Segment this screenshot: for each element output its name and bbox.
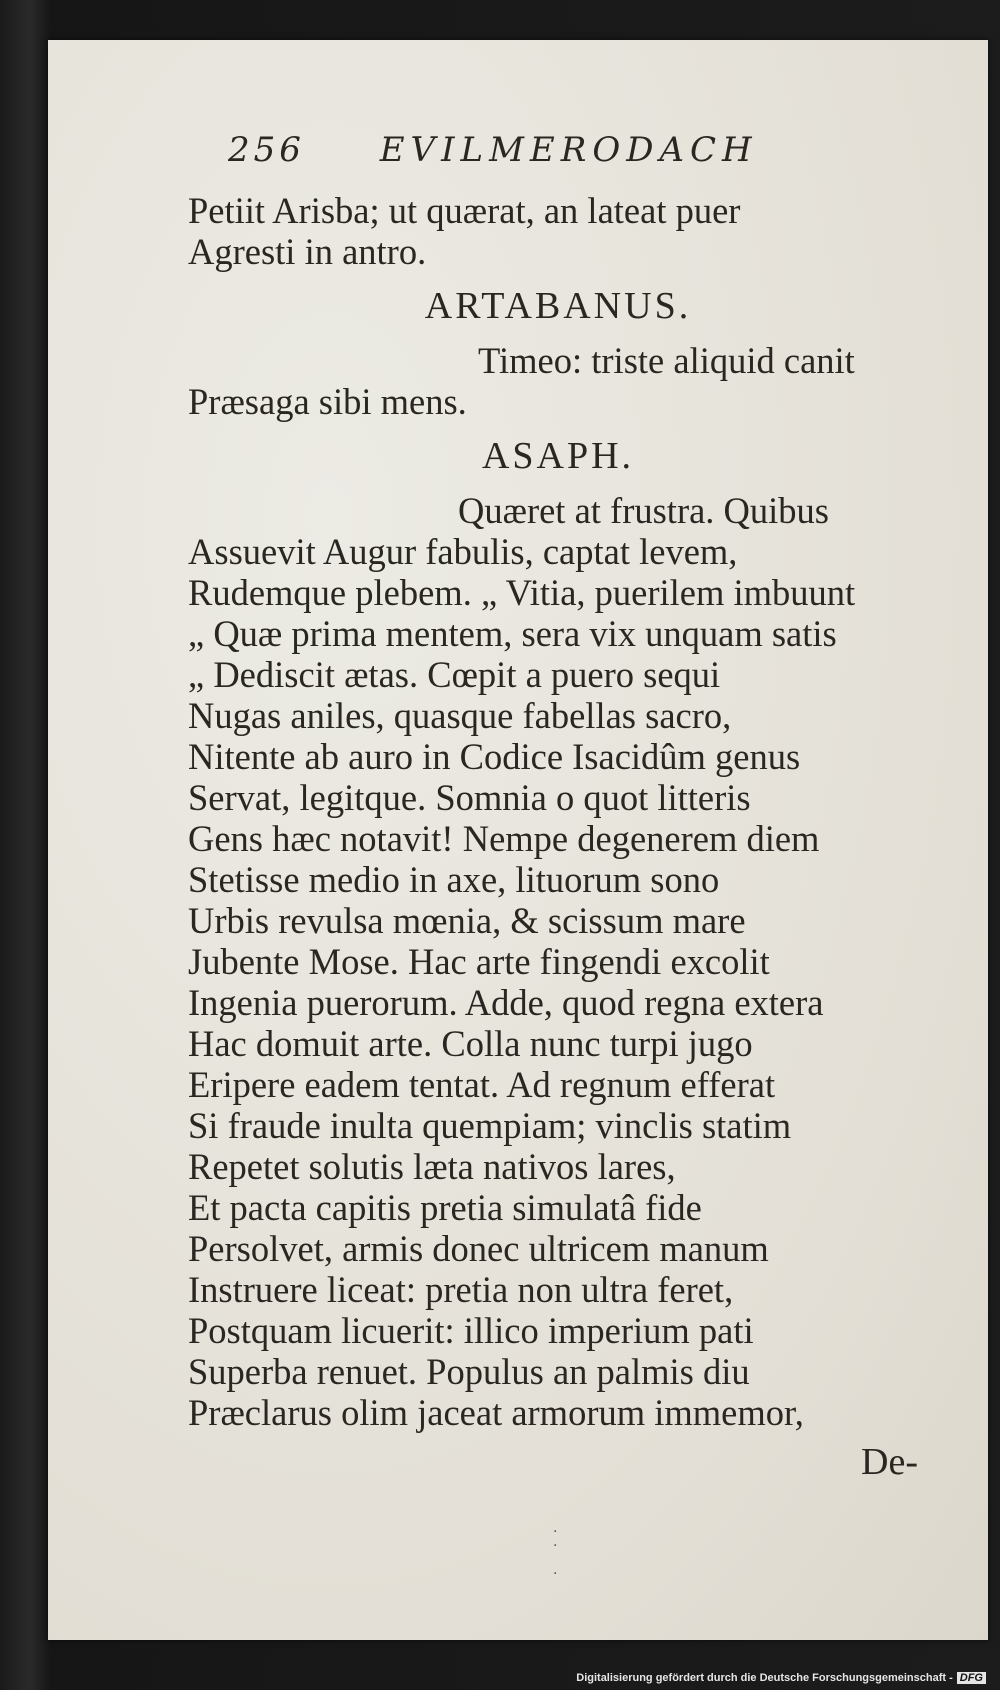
digitization-footer <box>576 1672 986 1684</box>
text-line: Agresti in antro. <box>188 231 427 272</box>
text-line: Eripere eadem tentat. Ad regnum efferat <box>188 1064 776 1105</box>
text-line: Instruere liceat: pretia non ultra feret, <box>188 1269 734 1310</box>
speaker-heading: ASAPH. <box>481 435 635 477</box>
text-line: Jubente Mose. Hac arte fingendi excolit <box>188 941 770 982</box>
page-number: 256 <box>228 130 305 170</box>
running-title: EVILMERODACH <box>379 130 758 170</box>
catchword: De- <box>861 1441 918 1483</box>
dfg-logo: DFG <box>957 1672 986 1684</box>
text-line: Assuevit Augur fabulis, captat levem, <box>188 531 738 572</box>
text-line: Ingenia puerorum. Adde, quod regna extera <box>188 982 824 1023</box>
text-line: Gens hæc notavit! Nempe degenerem diem <box>188 818 820 859</box>
text-line: Timeo: triste aliquid canit <box>478 340 855 381</box>
speaker-heading: ARTABANUS. <box>424 285 692 327</box>
footer-text: Digitalisierung gefördert durch die Deutsche Forschungsgemeinschaft - <box>576 1672 953 1684</box>
text-line: „ Quæ prima mentem, sera vix unquam satis <box>188 613 837 654</box>
text-line: Nugas aniles, quasque fabellas sacro, <box>188 695 732 736</box>
text-line: Rudemque plebem. „ Vitia, puerilem imbuunt <box>188 572 856 613</box>
text-line: Persolvet, armis donec ultricem manum <box>188 1228 769 1269</box>
text-line: Servat, legitque. Somnia o quot litteris <box>188 777 751 818</box>
text-line: Præclarus olim jaceat armorum immemor, <box>188 1392 804 1433</box>
text-line: Hac domuit arte. Colla nunc turpi jugo <box>188 1023 753 1064</box>
running-head <box>228 130 828 170</box>
text-line: Superba renuet. Populus an palmis diu <box>188 1351 750 1392</box>
text-line: Et pacta capitis pretia simulatâ fide <box>188 1187 702 1228</box>
text-line: Petiit Arisba; ut quærat, an lateat puer <box>188 190 741 231</box>
verse-text <box>188 190 928 1433</box>
text-line: Postquam licuerit: illico imperium pati <box>188 1310 754 1351</box>
text-line: Quæret at frustra. Quibus <box>458 490 830 531</box>
text-line: Repetet solutis læta nativos lares, <box>188 1146 676 1187</box>
text-line: Si fraude inulta quempiam; vinclis statim <box>188 1105 792 1146</box>
text-line: Nitente ab auro in Codice Isacidûm genus <box>188 736 801 777</box>
text-line: „ Dediscit ætas. Cœpit a puero sequi <box>188 654 721 695</box>
printer-mark: · · · <box>553 1524 558 1582</box>
book-page <box>48 40 988 1640</box>
text-line: Urbis revulsa mœnia, & scissum mare <box>188 900 746 941</box>
text-line: Præsaga sibi mens. <box>188 381 467 422</box>
text-line: Stetisse medio in axe, lituorum sono <box>188 859 720 900</box>
